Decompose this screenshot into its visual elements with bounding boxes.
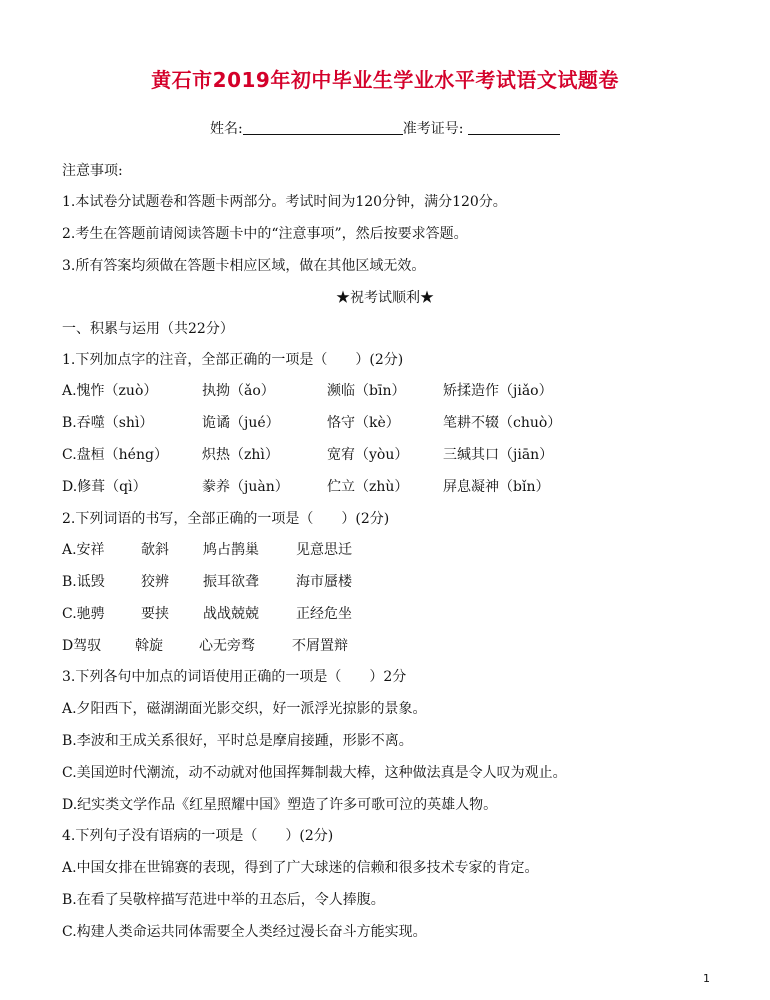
q3-option-c: C.美国逆时代潮流，动不动就对他国挥舞制裁大棒，这种做法真是令人叹为观止。 [62,765,567,781]
q2-option-d-word: 心无旁骛 [199,638,255,654]
q2-option-c-word: 要挟 [141,606,169,622]
q1-option-d-word: 豢养（juàn） [202,479,289,495]
q1-option-c-word: 三缄其口（jiān） [443,447,554,463]
name-blank[interactable] [243,120,403,135]
q2-option-a: A.安祥 [62,542,105,558]
q2-option-d: D驾驭 [62,638,102,654]
blessing-line: ★祝考试顺利★ [336,290,434,306]
question-3-stem: 3.下列各句中加点的词语使用正确的一项是（ ）2分 [62,669,407,685]
q2-option-a-word: 欹斜 [141,542,169,558]
q1-option-a-word: 濒临（bīn） [327,383,406,399]
name-label: 姓名: [210,121,243,137]
q4-option-a: A.中国女排在世锦赛的表现，得到了广大球迷的信赖和很多技术专家的肯定。 [62,860,539,876]
q4-option-b: B.在看了吴敬梓描写范进中举的丑态后，令人捧腹。 [62,892,385,908]
candidate-info-line [0,118,770,138]
q1-option-b-word: 笔耕不辍（chuò） [443,415,562,431]
q1-option-c-word: 炽热（zhì） [202,447,279,463]
q2-option-a-word: 见意思迁 [296,542,352,558]
exam-title: 黄石市2019年初中毕业生学业水平考试语文试题卷 [151,68,619,92]
q4-option-c: C.构建人类命运共同体需要全人类经过漫长奋斗方能实现。 [62,924,427,940]
q1-option-c-word: 宽宥（yòu） [327,447,409,463]
q3-option-d: D.纪实类文学作品《红星照耀中国》塑造了许多可歌可泣的英雄人物。 [62,797,498,813]
q1-option-d: D.修葺（qì） [62,479,147,495]
notice-item: 2.考生在答题前请阅读答题卡中的“注意事项”，然后按要求答题。 [62,226,468,242]
q2-option-b-word: 狡辨 [141,574,169,590]
q2-option-c-word: 正经危坐 [296,606,352,622]
q1-option-a: A.愧怍（zuò） [62,383,158,399]
q2-option-a-word: 鸠占鹊巢 [203,542,259,558]
q1-option-b: B.吞噬（shì） [62,415,154,431]
page-number: 1 [703,972,710,985]
q2-option-c-word: 战战兢兢 [203,606,259,622]
q2-option-d-word: 斡旋 [135,638,163,654]
q1-option-a-word: 执拗（ǎo） [202,383,275,399]
q2-option-b: B.诋毁 [62,574,105,590]
q1-option-b-word: 诡谲（jué） [202,415,280,431]
q2-option-d-word: 不屑置辩 [292,638,348,654]
notice-item: 3.所有答案均须做在答题卡相应区域，做在其他区域无效。 [62,258,426,274]
q3-option-b: B.李波和王成关系很好，平时总是摩肩接踵，形影不离。 [62,733,413,749]
exam-no-blank[interactable] [468,120,560,135]
q2-option-b-word: 振耳欲聋 [203,574,259,590]
q1-option-d-word: 屏息凝神（bǐn） [443,479,550,495]
notice-heading: 注意事项: [62,163,123,179]
question-4-stem: 4.下列句子没有语病的一项是（ ）(2分) [62,828,334,844]
q1-option-b-word: 恪守（kè） [327,415,400,431]
q3-option-a: A.夕阳西下，磁湖湖面光影交织，好一派浮光掠影的景象。 [62,701,427,717]
q1-option-c: C.盘桓（héng） [62,447,168,463]
q2-option-c: C.驰骋 [62,606,105,622]
section-heading: 一、积累与运用（共22分） [62,321,234,337]
q1-option-a-word: 矫揉造作（jiǎo） [443,383,553,399]
exam-no-label: 准考证号: [402,121,464,137]
notice-item: 1.本试卷分试题卷和答题卡两部分。考试时间为120分钟，满分120分。 [62,194,507,210]
q2-option-b-word: 海市蜃楼 [296,574,352,590]
question-1-stem: 1.下列加点字的注音，全部正确的一项是（ ）(2分) [62,352,404,368]
q1-option-d-word: 伫立（zhù） [327,479,409,495]
question-2-stem: 2.下列词语的书写，全部正确的一项是（ ）(2分) [62,511,390,527]
